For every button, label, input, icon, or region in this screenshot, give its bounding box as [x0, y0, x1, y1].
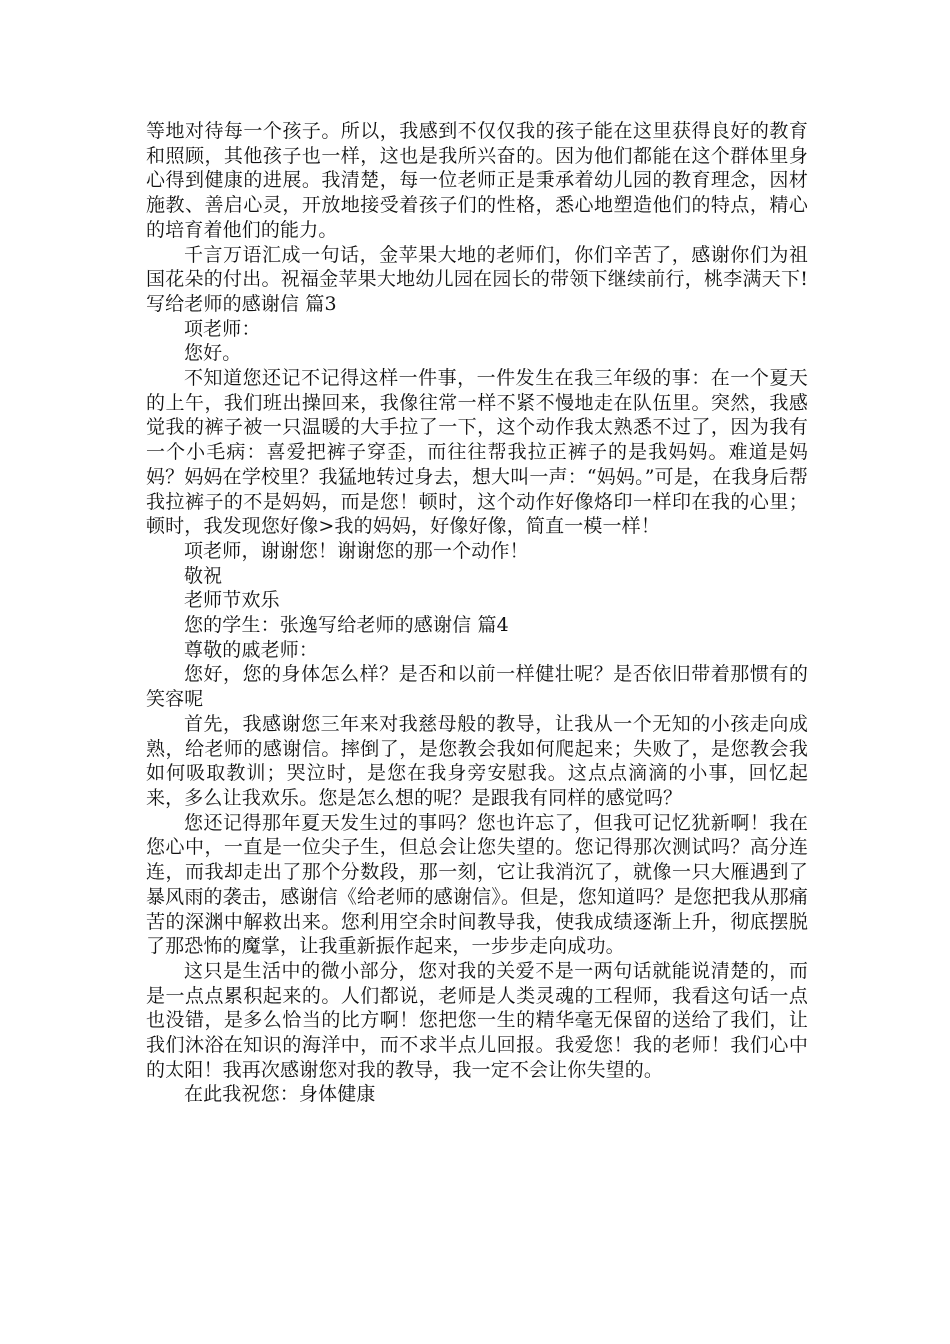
paragraph-summer-memory: 您还记得那年夏天发生过的事吗？您也许忘了，但我可记忆犹新啊！我在您心中，一直是一位尖子生，但总会让您失望的。您记得那次测试吗？高分连连，而我却走出了那个分数段，那一刻，它让我消沉了，就像一只大雁遇到了暴风雨的袭击，感谢信《给老师的感谢信》。但是，您知道吗？是您把我从那痛苦的深渊中解救出来。您利用空余时间教导我，使我成绩逐渐上升，彻底摆脱了那恐怖的魔掌，让我重新振作起来，一步步走向成功。 [146, 811, 808, 958]
letter-greeting: 您好。 [184, 342, 242, 365]
letter-salutation-xiang: 项老师： [184, 317, 261, 340]
document-body [146, 119, 808, 1107]
paragraph-memory: 不知道您还记不记得这样一件事，一件发生在我三年级的事：在一个夏天的上午，我们班出操回来，我像往常一样不紧不慢地走在队伍里。突然，我感觉我的裤子被一只温暖的大手拉了一下，这个动作我太熟悉不过了，因为我有一个小毛病：喜爱把裤子穿歪，而往往帮我拉正裤子的是我妈妈。难道是妈妈？妈妈在学校里？我猛地转过身去，想大叫一声：“妈妈。”可是，在我身后帮我拉裤子的不是妈妈，而是您！顿时，这个动作好像烙印一样印在我的心里；顿时，我发现您好像>我的妈妈，好像好像，简直一模一样！ [146, 367, 808, 538]
paragraph-care: 这只是生活中的微小部分，您对我的关爱不是一两句话就能说清楚的，而是一点点累积起来的。人们都说，老师是人类灵魂的工程师，我看这句话一点也没错，是多么恰当的比方啊！您把您一生的精华毫无保留的送给了我们，让我们沐浴在知识的海洋中，而不求半点儿回报。我爱您！我的老师！我们心中的太阳！我再次感谢您对我的教导，我一定不会让你失望的。 [146, 959, 808, 1081]
paragraph-wish: 在此我祝您：身体健康 [184, 1083, 376, 1106]
paragraph-greeting-qi: 您好，您的身体怎么样？是否和以前一样健壮呢？是否依旧带着那惯有的笑容呢 [146, 663, 808, 711]
paragraph-gratitude: 首先，我感谢您三年来对我慈母般的教导，让我从一个无知的小孩走向成熟，给老师的感谢信。摔倒了，是您教会我如何爬起来；失败了，是您教会我如何吸取教训；哭泣时，是您在我身旁安慰我。这点点滴滴的小事，回忆起来，多么让我欢乐。您是怎么想的呢？是跟我有同样的感觉吗？ [146, 712, 808, 809]
paragraph-thanks-xiang: 项老师，谢谢您！谢谢您的那一个动作！ [184, 539, 529, 562]
letter-closing-wish: 老师节欢乐 [184, 589, 280, 612]
paragraph-continued: 等地对待每一个孩子。所以，我感到不仅仅我的孩子能在这里获得良好的教育和照顾，其他孩子也一样，这也是我所兴奋的。因为他们都能在这个群体里身心得到健康的进展。我清楚，每一位老师正是秉承着幼儿园的教育理念，因材施教、善启心灵，开放地接受着孩子们的性格，悉心地塑造他们的特点，精心的培育着他们的能力。 [146, 120, 808, 241]
letter-signature: 您的学生：张逸写给老师的感谢信 篇4 [184, 614, 509, 637]
paragraph-thanks-kindergarten: 千言万语汇成一句话，金苹果大地的老师们，你们辛苦了，感谢你们为祖国花朵的付出。祝福金苹果大地幼儿园在园长的带领下继续前行，桃李满天下!写给老师的感谢信 篇3 [146, 243, 808, 315]
letter-closing-respect: 敬祝 [184, 564, 223, 587]
letter-salutation-qi: 尊敬的戚老师： [184, 638, 319, 661]
